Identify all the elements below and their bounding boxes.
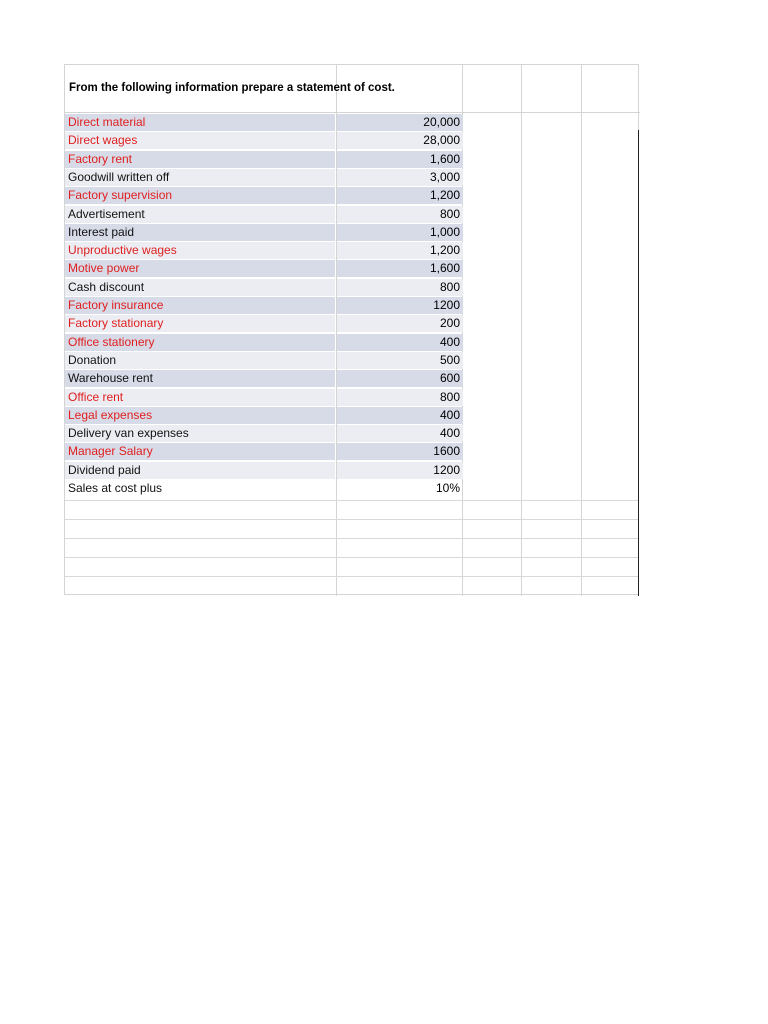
row-label[interactable]: Donation — [65, 352, 335, 369]
row-label[interactable]: Legal expenses — [65, 407, 335, 424]
table-row — [65, 334, 638, 352]
row-label[interactable]: Advertisement — [65, 206, 335, 223]
table-row — [65, 407, 638, 425]
title-row-divider — [65, 112, 640, 113]
row-label[interactable]: Direct material — [65, 114, 335, 131]
row-label[interactable]: Motive power — [65, 260, 335, 277]
spreadsheet-grid — [64, 64, 639, 595]
table-row — [65, 242, 638, 260]
row-label[interactable]: Direct wages — [65, 132, 335, 149]
row-value[interactable]: 28,000 — [337, 132, 463, 149]
table-row — [65, 370, 638, 388]
empty-row-divider — [65, 500, 638, 501]
table-row — [65, 260, 638, 278]
row-value[interactable]: 800 — [337, 279, 463, 296]
table-row — [65, 297, 638, 315]
row-value[interactable]: 500 — [337, 352, 463, 369]
row-value[interactable]: 400 — [337, 425, 463, 442]
table-row — [65, 425, 638, 443]
row-label[interactable]: Cash discount — [65, 279, 335, 296]
row-value[interactable]: 1,200 — [337, 242, 463, 259]
table-row — [65, 462, 638, 480]
empty-row-divider — [65, 519, 638, 520]
row-label[interactable]: Factory supervision — [65, 187, 335, 204]
row-value[interactable]: 3,000 — [337, 169, 463, 186]
sheet-title: From the following information prepare a statement of cost. — [69, 82, 395, 94]
row-value[interactable]: 1200 — [337, 297, 463, 314]
row-value[interactable]: 1200 — [337, 462, 463, 479]
table-row — [65, 315, 638, 333]
row-label[interactable]: Sales at cost plus — [68, 481, 163, 495]
row-value[interactable]: 1,600 — [337, 151, 463, 168]
empty-row-divider — [65, 576, 638, 577]
row-label[interactable]: Delivery van expenses — [65, 425, 335, 442]
row-label[interactable]: Factory rent — [65, 151, 335, 168]
table-row — [65, 443, 638, 461]
empty-row-divider — [65, 538, 638, 539]
table-row — [65, 224, 638, 242]
row-value[interactable]: 1,200 — [337, 187, 463, 204]
row-label[interactable]: Factory stationary — [65, 315, 335, 332]
row-label[interactable]: Office rent — [65, 389, 335, 406]
row-label[interactable]: Factory insurance — [65, 297, 335, 314]
print-area-border — [638, 130, 639, 596]
row-value[interactable]: 20,000 — [337, 114, 463, 131]
row-value[interactable]: 800 — [337, 389, 463, 406]
row-value[interactable]: 1,000 — [337, 224, 463, 241]
row-label[interactable]: Dividend paid — [65, 462, 335, 479]
row-value[interactable]: 1,600 — [337, 260, 463, 277]
row-label[interactable]: Interest paid — [65, 224, 335, 241]
row-label[interactable]: Manager Salary — [65, 443, 335, 460]
table-row — [65, 151, 638, 169]
row-value[interactable]: 600 — [337, 370, 463, 387]
empty-row-divider — [65, 557, 638, 558]
table-row — [65, 169, 638, 187]
table-row — [65, 352, 638, 370]
row-value[interactable]: 400 — [337, 334, 463, 351]
row-label[interactable]: Unproductive wages — [65, 242, 335, 259]
row-value[interactable]: 1600 — [337, 443, 463, 460]
table-row — [65, 187, 638, 205]
table-row — [65, 132, 638, 150]
row-value[interactable]: 10% — [435, 481, 460, 495]
table-row — [65, 114, 638, 132]
table-row — [65, 206, 638, 224]
table-row — [65, 389, 638, 407]
row-value[interactable]: 800 — [337, 206, 463, 223]
table-row — [65, 279, 638, 297]
table-row — [65, 480, 638, 498]
row-label[interactable]: Goodwill written off — [65, 169, 335, 186]
row-label[interactable]: Office stationery — [65, 334, 335, 351]
row-label[interactable]: Warehouse rent — [65, 370, 335, 387]
row-value[interactable]: 400 — [337, 407, 463, 424]
row-value[interactable]: 200 — [337, 315, 463, 332]
